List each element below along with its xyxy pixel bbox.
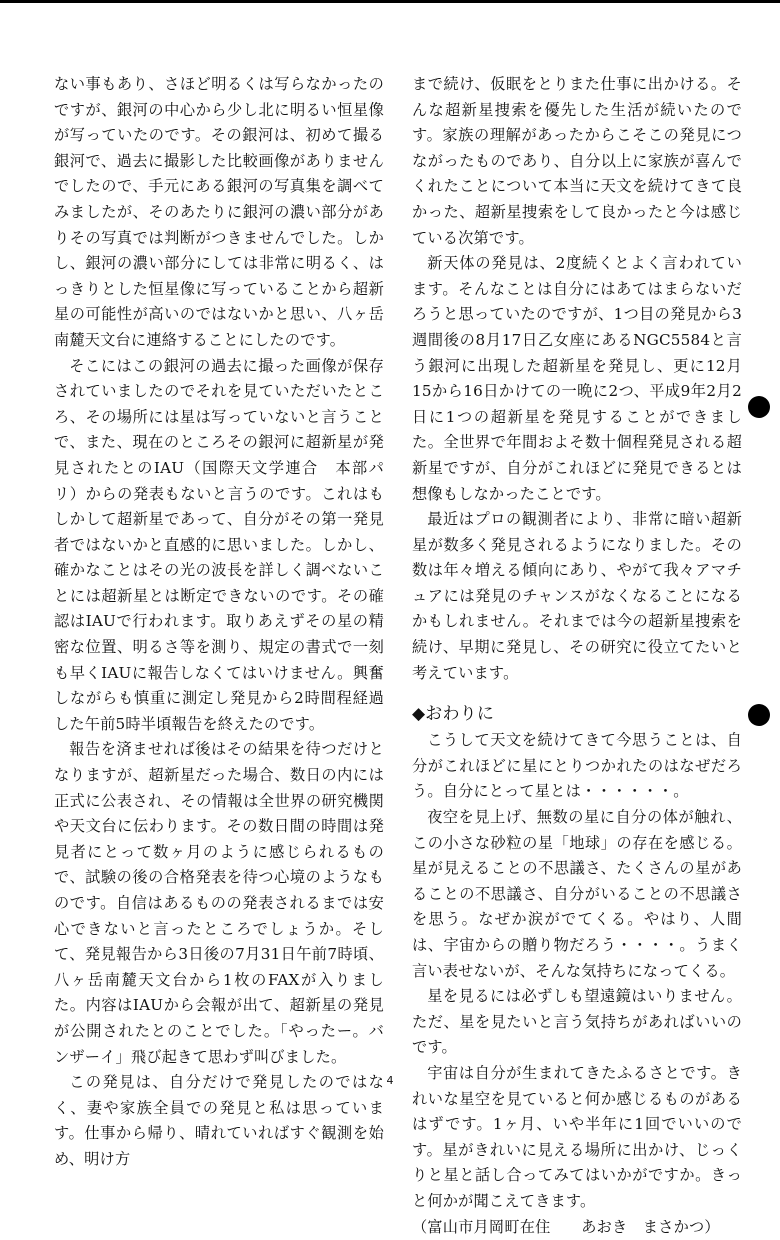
author-signature: （富山市月岡町在住 あおき まさかつ） <box>412 1217 720 1236</box>
punch-hole <box>748 396 770 418</box>
section-heading: ◆おわりに <box>412 704 495 725</box>
body-paragraph: 宇宙は自分が生まれてきたふるさとです。きれいな星空を見ていると何か感じるものがあるはずです。1ヶ月、いや半年に1回でいいのです。星がきれいに見える場所に出かけ、じっくりと星と話し合ってみてはいかがですか。きっと何かが聞こえてきます。 <box>412 1063 742 1210</box>
body-paragraph: そこにはこの銀河の過去に撮った画像が保存されていましたのでそれを見ていただいたところ、その場所には星は写っていないと言うことで、また、現在のところその銀河に超新星が発見されたとのIAU（国際天文学連合 本部パリ）からの発表もないと言うのです。これはもしかして超新星であって、自分がその第一発見者ではないかと直感的に思いました。しかし、確かなことはその光の波長を詳しく調べないことには超新星とは断定できないのです。その確認はIAUで行われます。取りあえずその星の精密な位置、明るさ等を測り、規定の書式で一刻も早くIAUに報告しなくてはいけません。興奮しながらも慎重に測定し発見から2時間程経過した午前5時半頃報告を終えたのです。 <box>54 356 384 733</box>
body-paragraph: 夜空を見上げ、無数の星に自分の体が触れ、この小さな砂粒の星「地球」の存在を感じる。星が見えることの不思議さ、たくさんの星があることの不思議さ、自分がいることの不思議さを思う。なぜか涙がでてくる。やはり、人間は、宇宙からの贈り物だろう・・・・。うまく言い表せないが、そんな気持ちになってくる。 <box>412 808 742 980</box>
right-column <box>412 72 742 1240</box>
body-paragraph: 最近はプロの観測者により、非常に暗い超新星が数多く発見されるようになりました。その数は年々増える傾向にあり、やがて我々アマチュアには発見のチャンスがなくなることになるかもしれません。それまでは今の超新星捜索を続け、早期に発見し、その研究に役立てたいと考えています。 <box>412 510 742 682</box>
body-paragraph: 新天体の発見は、2度続くとよく言われています。そんなことは自分にはあてはまらないだろうと思っていたのですが、1つ目の発見から3週間後の8月17日乙女座にあるNGC5584と言う銀河に出現した超新星を発見し、更に12月15から16日かけての一晩に2つ、平成9年2月2日に1つの超新星を発見することができました。全世界で年間およそ数十個程発見される超新星ですが、自分がこれほどに発見できるとは想像もしなかったことです。 <box>412 254 742 503</box>
body-paragraph: 星を見るには必ずしも望遠鏡はいりません。ただ、星を見たいと言う気持ちがあればいいのです。 <box>412 987 742 1057</box>
body-paragraph: ない事もあり、さほど明るくは写らなかったのですが、銀河の中心から少し北に明るい恒星像が写っていたのです。その銀河は、初めて撮る銀河で、過去に撮影した比較画像がありませんでしたので、手元にある銀河の写真集を調べてみましたが、そのあたりに銀河の濃い部分がありその写真では判断がつきませんでした。しかし、銀河の濃い部分にしては非常に明るく、はっきりとした恒星像に写っていることから超新星の可能性が高いのではないかと思い、八ヶ岳南麓天文台に連絡することにしたのです。 <box>54 75 384 349</box>
top-border-rule <box>0 0 780 3</box>
page-number: 4 <box>386 1074 394 1087</box>
body-paragraph: この発見は、自分だけで発見したのではなく、妻や家族全員での発見と私は思っています。仕事から帰り、晴れていればすぐ観測を始め、明け方 <box>54 1073 384 1168</box>
body-paragraph: まで続け、仮眠をとりまた仕事に出かける。そんな超新星捜索を優先した生活が続いたのです。家族の理解があったからこそこの発見につながったものであり、自分以上に家族が喜んでくれたことについて本当に天文を続けてきて良かった、超新星捜索をして良かったと今は感じている次第です。 <box>412 75 742 247</box>
body-paragraph: こうして天文を続けてきて今思うことは、自分がこれほどに星にとりつかれたのはなぜだろう。自分にとって星とは・・・・・・。 <box>412 731 742 801</box>
punch-hole <box>748 704 770 726</box>
body-paragraph: 報告を済ませれば後はその結果を待つだけとなりますが、超新星だった場合、数日の内には正式に公表され、その情報は全世界の研究機関や天文台に伝わります。その数日間の時間は発見者にとって数ヶ月のように感じられるもので、試験の後の合格発表を待つ心境のようなものです。自信はあるものの発表されるまでは安心できないと言ったところでしょうか。そして、発見報告から3日後の7月31日午前7時頃、八ヶ岳南麓天文台から1枚のFAXが入りました。内容はIAUから会報が出て、超新星の発見が公開されたとのことでした。「やったー。バンザーイ」飛び起きて思わず叫びました。 <box>54 740 384 1066</box>
left-column <box>54 72 384 1173</box>
